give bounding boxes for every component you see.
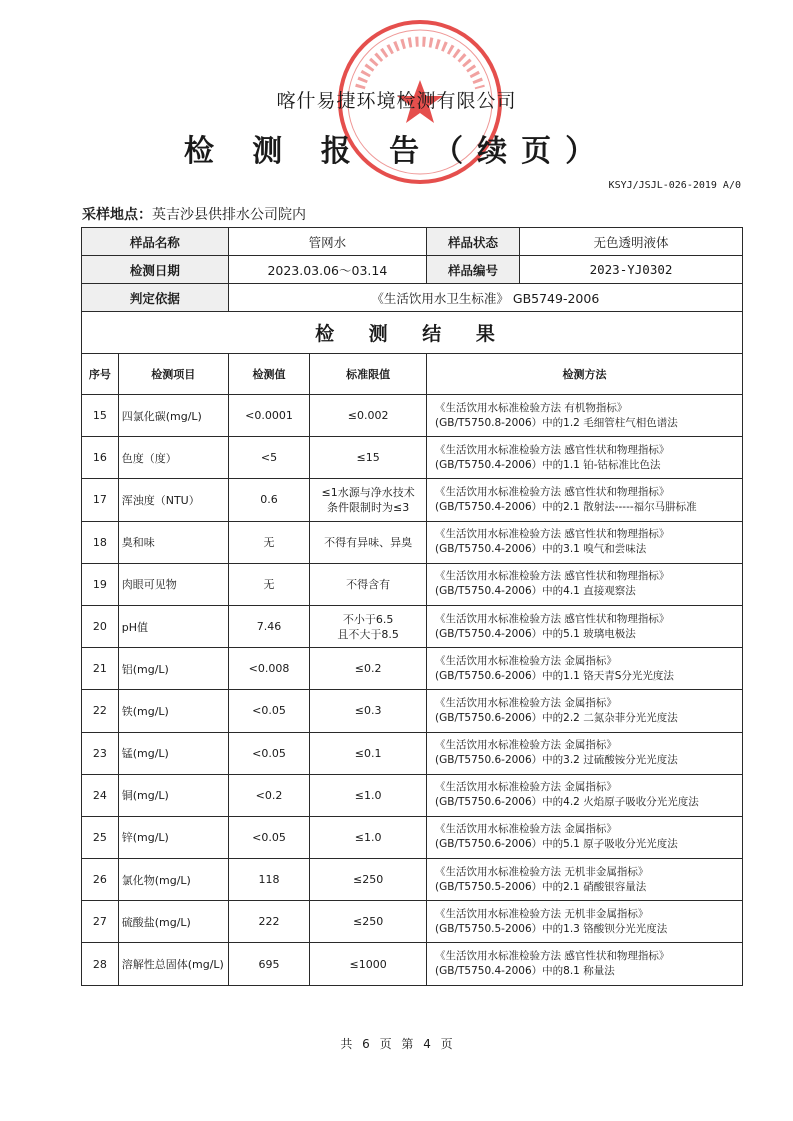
row-number: 19 [82,563,119,605]
sample-name-value: 管网水 [228,228,426,256]
test-value: 无 [228,521,310,563]
row-number: 17 [82,479,119,521]
row-number: 20 [82,605,119,647]
standard-limit-line2: 条件限制时为≤3 [327,500,410,514]
test-method [427,605,743,647]
table-row [82,395,743,437]
test-method-line2: (GB/T5750.8-2006）中的1.2 毛细管柱气相色谱法 [435,416,678,429]
col-header-value: 检测值 [228,354,310,395]
test-method-line2: (GB/T5750.6-2006）中的1.1 铬天青S分光光度法 [435,669,674,682]
standard-limit-line1: ≤1.0 [354,830,382,844]
test-method-line2: (GB/T5750.4-2006）中的8.1 称量法 [435,965,615,978]
table-row [82,437,743,479]
column-header-row [82,354,743,395]
table-row [82,732,743,774]
col-header-method: 检测方法 [427,354,743,395]
test-method-line2: (GB/T5750.5-2006）中的2.1 硝酸银容量法 [435,880,647,893]
sample-state-value: 无色透明液体 [593,234,669,250]
test-value: 0.6 [228,479,310,521]
standard-limit-line1: ≤250 [353,873,384,887]
test-value: 118 [228,859,310,901]
test-method-line1: 《生活饮用水标准检验方法 金属指标》 [435,823,617,836]
standard-limit-line1: 不小于6.5 [342,612,394,626]
table-row [82,859,743,901]
standard-limit [310,605,427,647]
test-method-line1: 《生活饮用水标准检验方法 有机物指标》 [435,401,628,414]
test-method-line2: (GB/T5750.4-2006）中的2.1 散射法-----福尔马肼标准 [435,500,697,513]
info-row-basis [82,284,743,312]
test-item: 四氯化碳(mg/L) [118,395,228,437]
test-method [427,774,743,816]
test-item: 色度（度） [118,437,228,479]
standard-limit [310,437,427,479]
col-header-limit: 标准限值 [310,354,427,395]
test-method-line1: 《生活饮用水标准检验方法 感官性状和物理指标》 [435,443,670,456]
test-method [427,563,743,605]
standard-limit [310,479,427,521]
row-number: 28 [82,943,119,985]
report-table [81,227,743,986]
test-method-line1: 《生活饮用水标准检验方法 感官性状和物理指标》 [435,528,670,541]
test-method-line1: 《生活饮用水标准检验方法 金属指标》 [435,739,617,752]
standard-limit-line1: ≤15 [356,451,380,465]
test-method [427,859,743,901]
test-method-line1: 《生活饮用水标准检验方法 感官性状和物理指标》 [435,612,670,625]
test-item: 臭和味 [118,521,228,563]
test-value: 695 [228,943,310,985]
table-row [82,648,743,690]
standard-limit-line1: ≤250 [353,915,384,929]
row-number: 26 [82,859,119,901]
results-heading: 检 测 结 果 [82,312,743,354]
row-number: 24 [82,774,119,816]
company-name: 喀什易捷环境检测有限公司 [276,90,517,112]
table-row [82,901,743,943]
test-method [427,395,743,437]
test-method-line1: 《生活饮用水标准检验方法 感官性状和物理指标》 [435,950,670,963]
page-footer: 共 6 页 第 4 页 [340,1037,453,1051]
standard-limit-line1: ≤0.2 [354,662,382,676]
test-item: 硫酸盐(mg/L) [118,901,228,943]
standard-limit [310,943,427,985]
test-method-line1: 《生活饮用水标准检验方法 无机非金属指标》 [435,907,649,920]
row-number: 15 [82,395,119,437]
test-date-label: 检测日期 [82,256,229,284]
test-item: 溶解性总固体(mg/L) [118,943,228,985]
test-method [427,479,743,521]
test-method-line2: (GB/T5750.4-2006）中的5.1 玻璃电极法 [435,627,636,640]
results-heading-row [82,312,743,354]
standard-limit [310,690,427,732]
test-value: <0.008 [228,648,310,690]
test-value: 无 [228,563,310,605]
standard-limit [310,395,427,437]
test-method-line2: (GB/T5750.4-2006）中的3.1 嗅气和尝味法 [435,543,647,556]
row-number: 22 [82,690,119,732]
test-value: <0.05 [228,690,310,732]
col-header-item: 检测项目 [118,354,228,395]
table-row [82,521,743,563]
test-method-line2: (GB/T5750.5-2006）中的1.3 铬酸钡分光光度法 [435,922,668,935]
test-method [427,690,743,732]
row-number: 23 [82,732,119,774]
standard-limit [310,648,427,690]
test-method [427,943,743,985]
standard-limit [310,732,427,774]
test-value: <5 [228,437,310,479]
sampling-location-value: 英吉沙县供排水公司院内 [152,207,306,223]
row-number: 18 [82,521,119,563]
test-value: <0.05 [228,816,310,858]
col-header-no: 序号 [82,354,119,395]
info-row-sample [82,228,743,256]
test-method-line1: 《生活饮用水标准检验方法 感官性状和物理指标》 [435,570,670,583]
sample-state-cell [427,228,743,256]
basis-value: 《生活饮用水卫生标准》 GB5749-2006 [228,284,742,312]
test-method-line1: 《生活饮用水标准检验方法 金属指标》 [435,654,617,667]
row-number: 27 [82,901,119,943]
table-row [82,774,743,816]
standard-limit [310,774,427,816]
row-number: 21 [82,648,119,690]
test-item: 铝(mg/L) [118,648,228,690]
table-row [82,479,743,521]
test-method [427,732,743,774]
test-date-value: 2023.03.06～03.14 [228,256,426,284]
row-number: 25 [82,816,119,858]
sample-name-label: 样品名称 [82,228,229,256]
standard-limit-line2: 且不大于8.5 [337,627,399,641]
sampling-location [82,204,306,224]
sample-state-label: 样品状态 [427,228,520,255]
test-method-line1: 《生活饮用水标准检验方法 金属指标》 [435,781,617,794]
results-body [82,395,743,986]
standard-limit [310,816,427,858]
info-row-date [82,256,743,284]
standard-limit-line1: ≤0.002 [347,409,389,423]
table-row [82,605,743,647]
standard-limit-line1: 不得含有 [346,577,391,591]
sampling-location-label: 采样地点： [82,207,152,223]
test-method-line1: 《生活饮用水标准检验方法 感官性状和物理指标》 [435,485,670,498]
table-row [82,816,743,858]
test-item: 浑浊度（NTU） [118,479,228,521]
standard-limit [310,521,427,563]
test-value: <0.2 [228,774,310,816]
report-title: 检 测 报 告（续页） [183,134,610,169]
standard-limit-line1: ≤1.0 [354,788,382,802]
sample-no-value: 2023-YJ0302 [589,262,673,277]
sample-no-cell [427,256,743,284]
test-method [427,521,743,563]
standard-limit-line1: ≤0.1 [354,746,382,760]
test-method-line2: (GB/T5750.6-2006）中的3.2 过硫酸铵分光光度法 [435,754,678,767]
test-method-line2: (GB/T5750.6-2006）中的4.2 火焰原子吸收分光光度法 [435,796,699,809]
test-method-line2: (GB/T5750.4-2006）中的1.1 铂-钴标准比色法 [435,458,661,471]
standard-limit-line1: ≤1000 [349,957,387,971]
test-method [427,816,743,858]
table-row [82,563,743,605]
test-value: <0.05 [228,732,310,774]
standard-limit [310,859,427,901]
test-method [427,648,743,690]
test-method-line2: (GB/T5750.6-2006）中的2.2 二氮杂菲分光光度法 [435,711,678,724]
standard-limit-line1: ≤1水源与净水技术 [321,485,415,499]
table-row [82,690,743,732]
test-item: 锰(mg/L) [118,732,228,774]
table-row [82,943,743,985]
test-method [427,901,743,943]
document-number: KSYJ/JSJL-026-2019 A/0 [608,180,741,191]
row-number: 16 [82,437,119,479]
standard-limit-line1: 不得有异味、异臭 [324,535,413,549]
test-item: 铜(mg/L) [118,774,228,816]
test-item: pH值 [118,605,228,647]
standard-limit [310,563,427,605]
basis-label: 判定依据 [82,284,229,312]
sample-no-label: 样品编号 [427,256,520,283]
test-item: 铁(mg/L) [118,690,228,732]
test-method-line1: 《生活饮用水标准检验方法 无机非金属指标》 [435,865,649,878]
standard-limit-line1: ≤0.3 [354,704,382,718]
test-value: 222 [228,901,310,943]
test-value: <0.0001 [228,395,310,437]
test-item: 肉眼可见物 [118,563,228,605]
test-method-line2: (GB/T5750.6-2006）中的5.1 原子吸收分光光度法 [435,838,678,851]
test-value: 7.46 [228,605,310,647]
test-item: 锌(mg/L) [118,816,228,858]
test-method-line2: (GB/T5750.4-2006）中的4.1 直接观察法 [435,585,636,598]
test-method-line1: 《生活饮用水标准检验方法 金属指标》 [435,696,617,709]
test-method [427,437,743,479]
test-item: 氯化物(mg/L) [118,859,228,901]
standard-limit [310,901,427,943]
